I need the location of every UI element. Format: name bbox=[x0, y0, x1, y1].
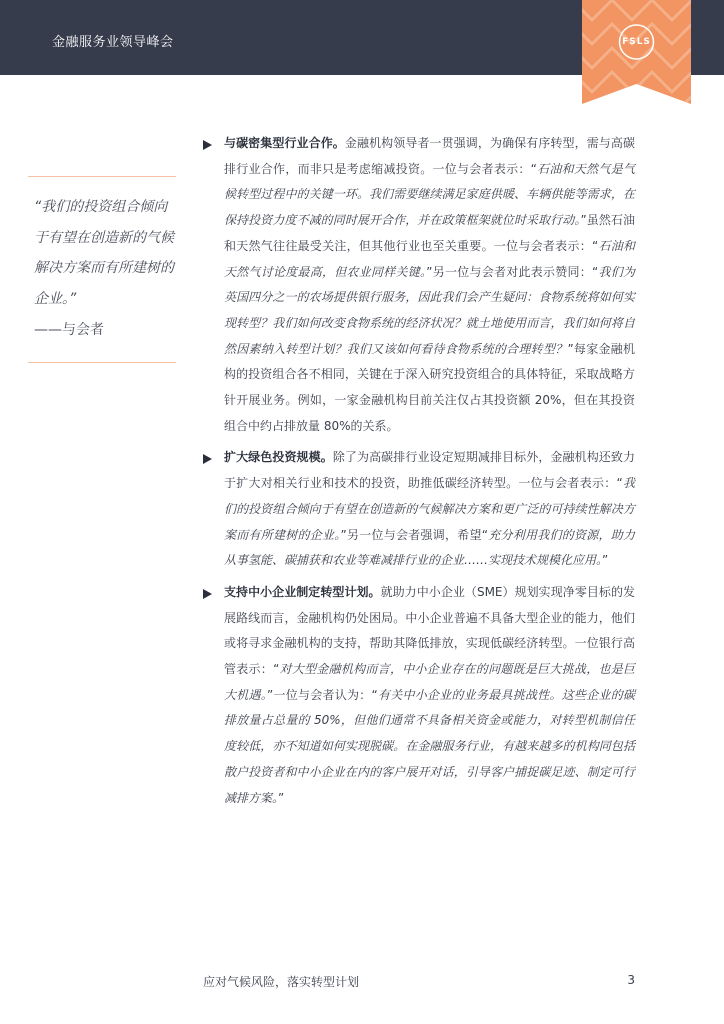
bullet-text: 金融机构领导者一贯强调，为确保有序转型，需与高碳排行业合作，而非只是考虑缩减投资。一位与会者表示：“ bbox=[224, 136, 635, 176]
badge-label: FSLS bbox=[622, 37, 651, 47]
bullet-quote: 石油和天然气是气候转型过程中的关键一环。我们需要继续满足家庭供暖、车辆供能等需求，在保持投资力度不减的同时展开合作，并在政策框架就位时采取行动。 bbox=[224, 161, 635, 228]
badge-ribbon bbox=[582, 0, 691, 104]
bullet-text: ” bbox=[278, 790, 285, 805]
bullet-item bbox=[203, 445, 635, 574]
bullet-item bbox=[203, 131, 635, 439]
bullet-text: ”每家金融机构的投资组合各不相同，关键在于深入研究投资组合的具体特征，采取战略方针开展业务。例如，一家金融机构目前关注仅占其投资额 20%，但在其投资组合中约占排放量 80%的关系。 bbox=[224, 341, 635, 433]
bullet-quote: 充分利用我们的资源，助力从事氢能、碳捕获和农业等难减排行业的企业……实现技术规模化应用。 bbox=[224, 527, 635, 568]
bullet-text: ”另一位与会者强调，希望“ bbox=[340, 527, 488, 542]
bullet-arrow-icon bbox=[203, 454, 212, 464]
bullet-quote: 石油和天然气讨论度最高，但农业同样关键。 bbox=[224, 238, 635, 279]
page-number: 3 bbox=[627, 973, 635, 987]
fsls-badge bbox=[582, 0, 691, 104]
bullet-quote: 有关中小企业的业务最具挑战性。这些企业的碳排放量占总量的 50%，但他们通常不具备相关资金或能力，对转型机制信任度较低，亦不知道如何实现脱碳。在金融服务行业，有越来越多的机构同包括散户投资者和中小企业在内的客户展开对话，引导客户捕捉碳足迹、制定可行减排方案。 bbox=[224, 687, 635, 805]
pull-quote-text: “我们的投资组合倾向于有望在创造新的气候解决方案而有所建树的企业。” bbox=[34, 199, 174, 307]
bullet-quote: 我们为英国四分之一的农场提供银行服务，因此我们会产生疑问：食物系统将如何实现转型？我们如何改变食物系统的经济状况？就土地使用而言，我们如何将自然因素纳入转型计划？我们又该如何看待食物系统的合理转型？ bbox=[224, 264, 635, 356]
bullet-item bbox=[203, 580, 635, 811]
bullet-arrow-icon bbox=[203, 589, 212, 599]
bullet-text: ”虽然石油和天然气往往最受关注，但其他行业也至关重要。一位与会者表示：“ bbox=[224, 213, 635, 253]
bullet-text: ”一位与会者认为：“ bbox=[267, 687, 378, 702]
bullet-heading: 支持中小企业制定转型计划。 bbox=[224, 584, 381, 599]
pull-quote bbox=[28, 176, 176, 363]
bullet-quote: 我们的投资组合倾向于有望在创造新的气候解决方案和更广泛的可持续性解决方案而有所建树的企业。 bbox=[224, 476, 635, 542]
bullet-text: ” bbox=[602, 553, 609, 568]
footer-title: 应对气候风险，落实转型计划 bbox=[203, 975, 360, 989]
bullet-text: 除了为高碳排行业设定短期减排目标外，金融机构还致力于扩大对相关行业和技术的投资，助推低碳经济转型。一位与会者表示：“ bbox=[224, 450, 635, 491]
report-title: 金融服务业领导峰会 bbox=[52, 35, 174, 50]
bullet-heading: 与碳密集型行业合作。 bbox=[224, 136, 345, 150]
bullet-text: ”另一位与会者对此表示赞同：“ bbox=[426, 264, 599, 279]
pull-quote-attribution: ——与会者 bbox=[34, 322, 104, 338]
main-content bbox=[203, 131, 635, 811]
bullet-text: 就助力中小企业（SME）规划实现净零目标的发展路线而言，金融机构仍处困局。中小企业普遍不具备大型企业的能力，他们或将寻求金融机构的支持，帮助其降低排放，实现低碳经济转型。一位银行高管表示：“ bbox=[224, 584, 635, 677]
bullet-arrow-icon bbox=[203, 140, 212, 150]
bullet-heading: 扩大绿色投资规模。 bbox=[224, 450, 333, 465]
bullet-quote: 对大型金融机构而言，中小企业存在的问题既是巨大挑战，也是巨大机遇。 bbox=[224, 662, 635, 702]
